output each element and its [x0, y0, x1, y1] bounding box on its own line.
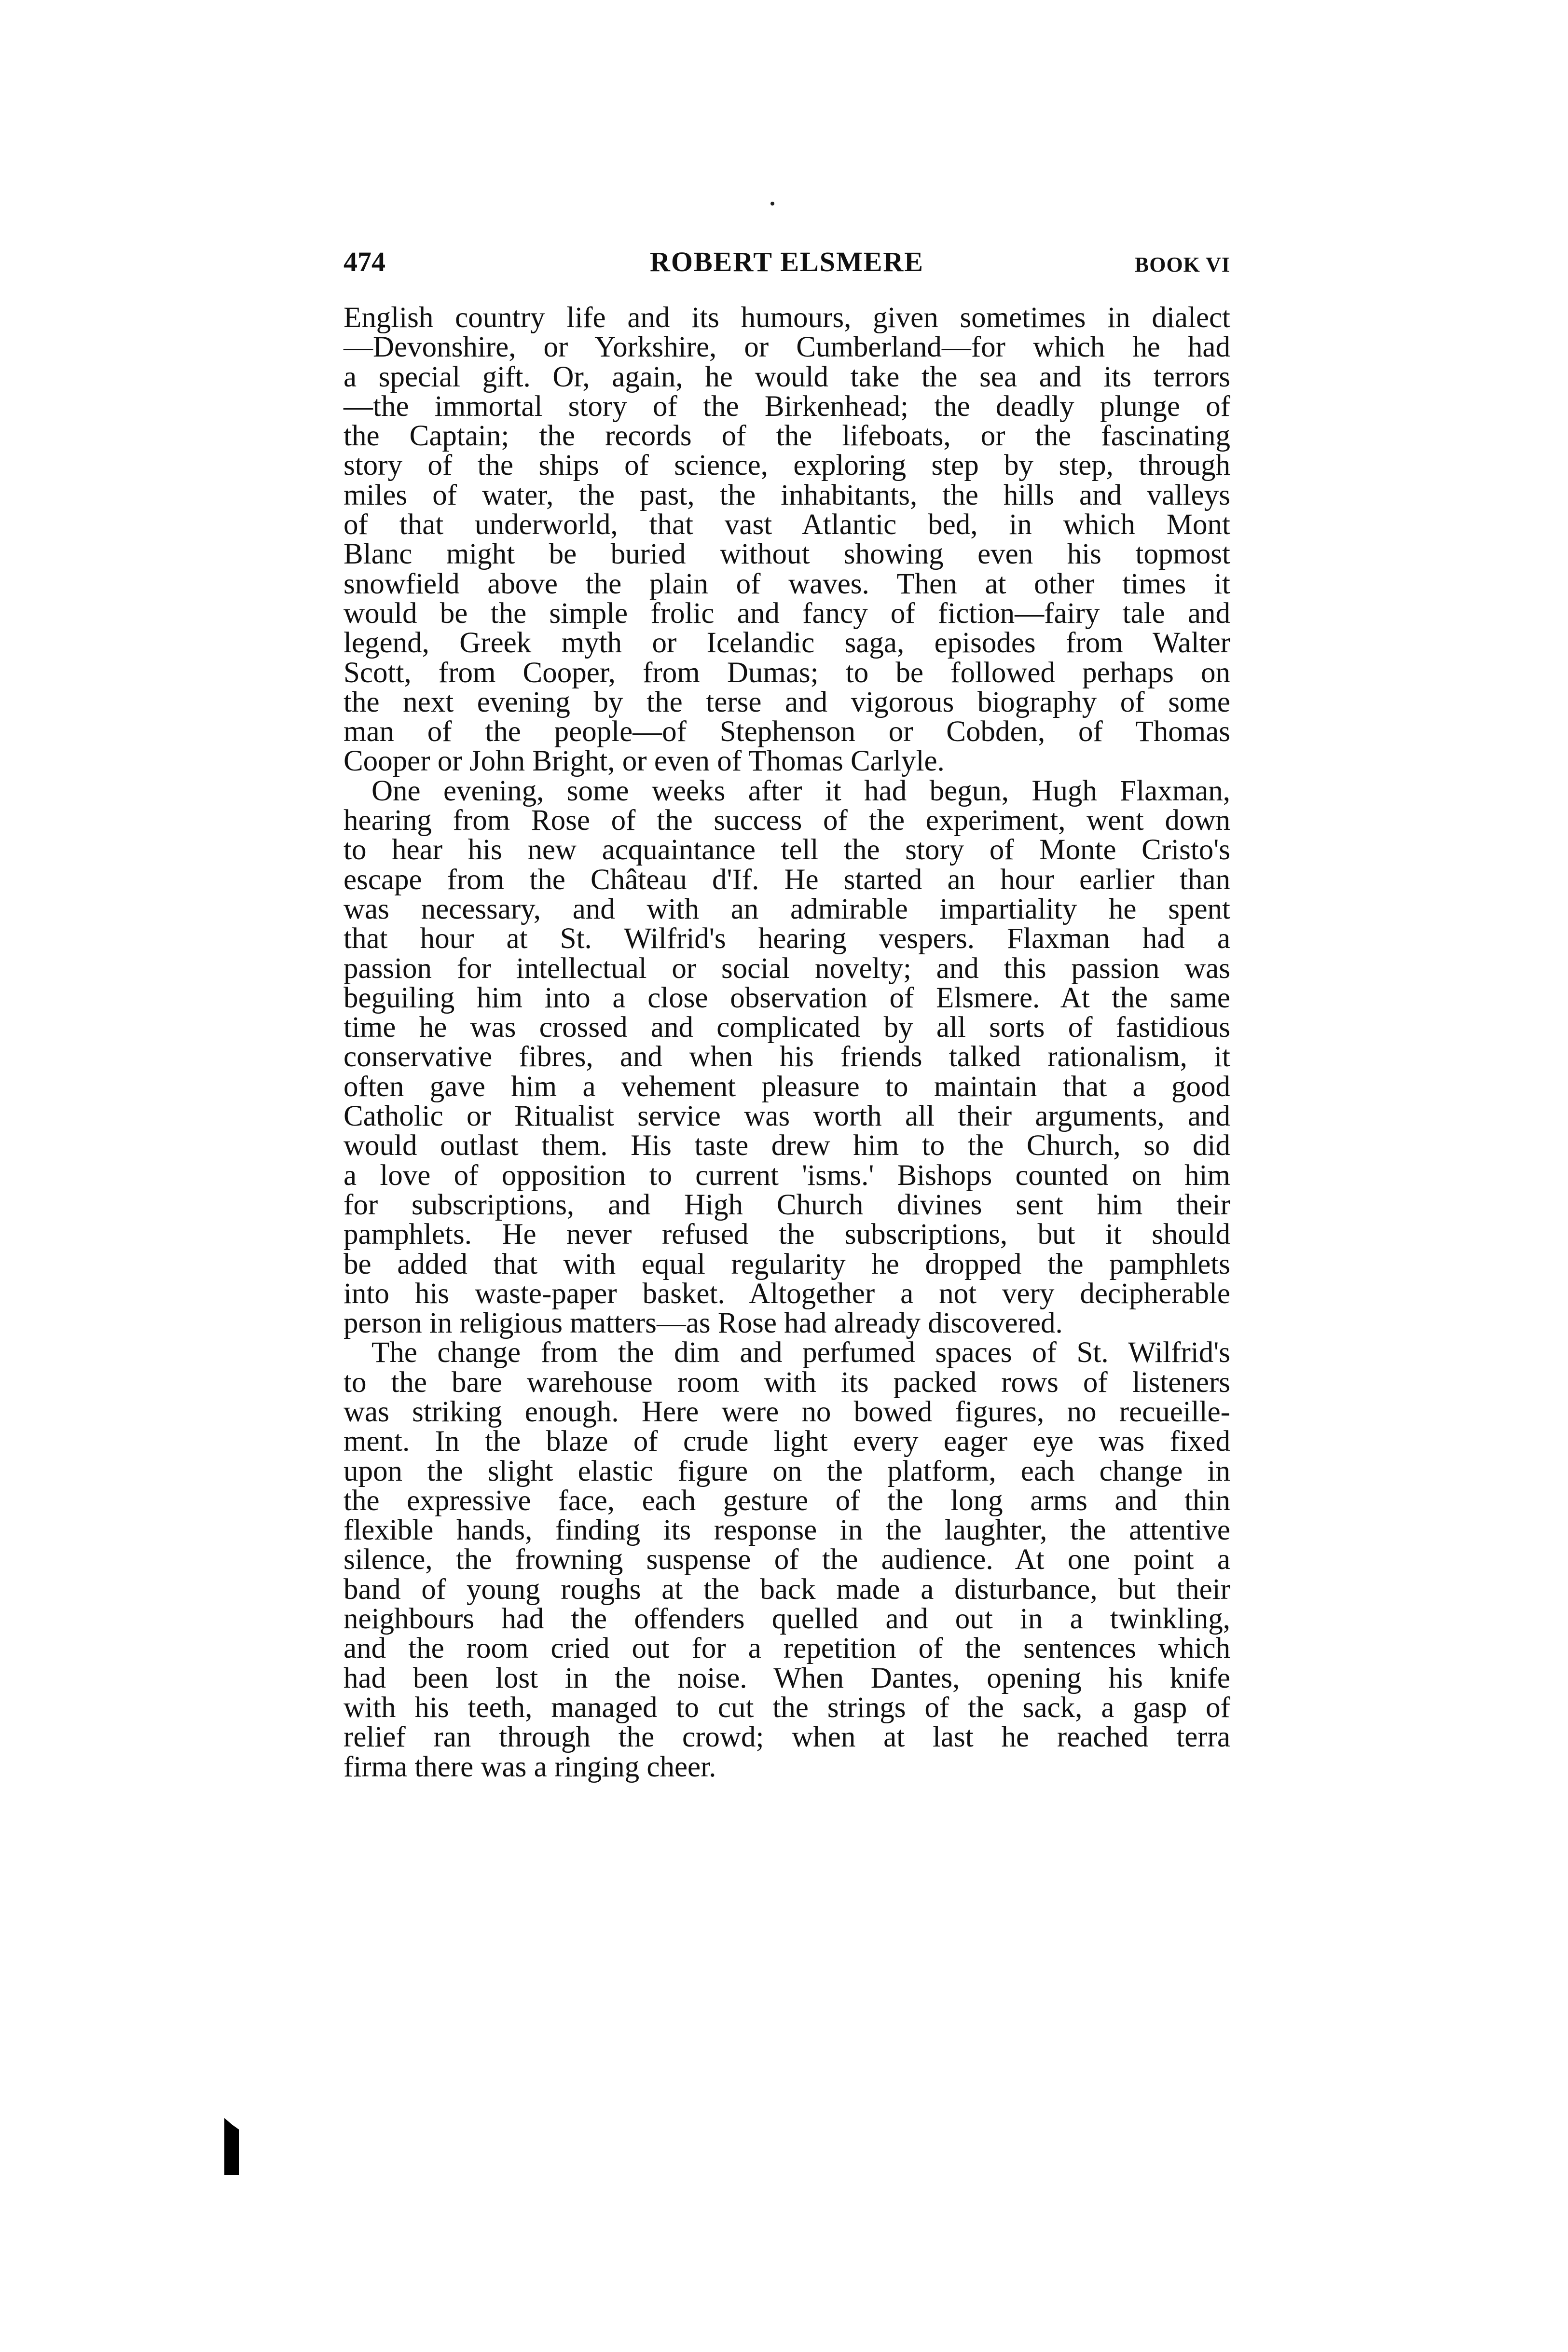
- text-line: snowfield above the plain of waves. Then at other times it: [344, 567, 1230, 600]
- text-line: pamphlets. He never refused the subscriptions, but it should: [344, 1218, 1230, 1251]
- text-line: —Devonshire, or Yorkshire, or Cumberland—for which he had: [344, 331, 1230, 364]
- text-line: to hear his new acquaintance tell the story of Monte Cristo's: [344, 834, 1230, 867]
- ink-dot: [770, 202, 774, 206]
- text-line: Scott, from Cooper, from Dumas; to be followed perhaps on: [344, 656, 1230, 689]
- text-line: for subscriptions, and High Church divines sent him their: [344, 1188, 1230, 1221]
- text-line: escape from the Château d'If. He started an hour earlier than: [344, 863, 1230, 896]
- text-line: person in religious matters—as Rose had already discovered.: [344, 1307, 1063, 1340]
- text-line: neighbours had the offenders quelled and out in a twinkling,: [344, 1603, 1230, 1636]
- text-line: into his waste-paper basket. Altogether a not very decipherable: [344, 1277, 1230, 1310]
- text-line: be added that with equal regularity he dropped the pamphlets: [344, 1248, 1230, 1280]
- text-line: a special gift. Or, again, he would take the sea and its terrors: [344, 360, 1230, 393]
- text-line: story of the ships of science, exploring step by step, through: [344, 449, 1230, 482]
- text-line: upon the slight elastic figure on the platform, each change in: [344, 1455, 1230, 1487]
- text-line: that hour at St. Wilfrid's hearing vespers. Flaxman had a: [344, 922, 1230, 955]
- text-line: was necessary, and with an admirable impartiality he spent: [344, 893, 1230, 925]
- text-line: with his teeth, managed to cut the strings of the sack, a gasp of: [344, 1691, 1230, 1724]
- text-line: flexible hands, finding its response in the laughter, the attentive: [344, 1514, 1230, 1547]
- text-line: was striking enough. Here were no bowed figures, no recueille-: [344, 1395, 1230, 1428]
- text-line: beguiling him into a close observation of Elsmere. At the same: [344, 981, 1230, 1014]
- text-line: to the bare warehouse room with its packed rows of listeners: [344, 1366, 1230, 1399]
- text-line: the expressive face, each gesture of the long arms and thin: [344, 1484, 1230, 1517]
- text-line: Catholic or Ritualist service was worth all their arguments, and: [344, 1100, 1230, 1133]
- text-line: conservative fibres, and when his friends talked rationalism, it: [344, 1041, 1230, 1073]
- text-line: legend, Greek myth or Icelandic saga, episodes from Walter: [344, 627, 1230, 660]
- text-line: would outlast them. His taste drew him to the Church, so did: [344, 1129, 1230, 1162]
- text-line: silence, the frowning suspense of the audience. At one point a: [344, 1543, 1230, 1576]
- text-line: of that underworld, that vast Atlantic bed, in which Mont: [344, 509, 1230, 541]
- body-text: [344, 303, 1230, 1782]
- text-line: time he was crossed and complicated by all sorts of fastidious: [344, 1011, 1230, 1044]
- page-header: [344, 244, 1230, 280]
- text-line: passion for intellectual or social novelty; and this passion was: [344, 952, 1230, 985]
- margin-mark: [224, 2118, 239, 2175]
- text-line: a love of opposition to current 'isms.' Bishops counted on him: [344, 1159, 1230, 1192]
- text-line: often gave him a vehement pleasure to maintain that a good: [344, 1070, 1230, 1103]
- text-line: man of the people—of Stephenson or Cobden, of Thomas: [344, 715, 1230, 748]
- book-label: BOOK VI: [1134, 253, 1230, 276]
- running-title: ROBERT ELSMERE: [650, 246, 924, 277]
- text-line: Blanc might be buried without showing even his topmost: [344, 538, 1230, 571]
- page-number: 474: [344, 246, 385, 277]
- text-line: the next evening by the terse and vigorous biography of some: [344, 686, 1230, 718]
- text-line: English country life and its humours, given sometimes in dialect: [344, 302, 1230, 334]
- text-line: One evening, some weeks after it had begun, Hugh Flaxman,: [371, 774, 1230, 807]
- text-line: relief ran through the crowd; when at last he reached terra: [344, 1721, 1230, 1754]
- text-line: had been lost in the noise. When Dantes, opening his knife: [344, 1662, 1230, 1694]
- text-line: —the immortal story of the Birkenhead; the deadly plunge of: [344, 390, 1230, 423]
- text-line: miles of water, the past, the inhabitants, the hills and valleys: [344, 479, 1230, 511]
- text-line: Cooper or John Bright, or even of Thomas Carlyle.: [344, 745, 945, 778]
- text-line: firma there was a ringing cheer.: [344, 1750, 716, 1783]
- text-line: would be the simple frolic and fancy of fiction—fairy tale and: [344, 597, 1230, 630]
- text-line: ment. In the blaze of crude light every eager eye was fixed: [344, 1425, 1230, 1458]
- text-line: the Captain; the records of the lifeboats, or the fascinating: [344, 420, 1230, 453]
- text-line: hearing from Rose of the success of the experiment, went down: [344, 804, 1230, 837]
- text-line: The change from the dim and perfumed spaces of St. Wilfrid's: [371, 1336, 1230, 1369]
- text-line: band of young roughs at the back made a disturbance, but their: [344, 1573, 1230, 1606]
- text-line: and the room cried out for a repetition of the sentences which: [344, 1632, 1230, 1665]
